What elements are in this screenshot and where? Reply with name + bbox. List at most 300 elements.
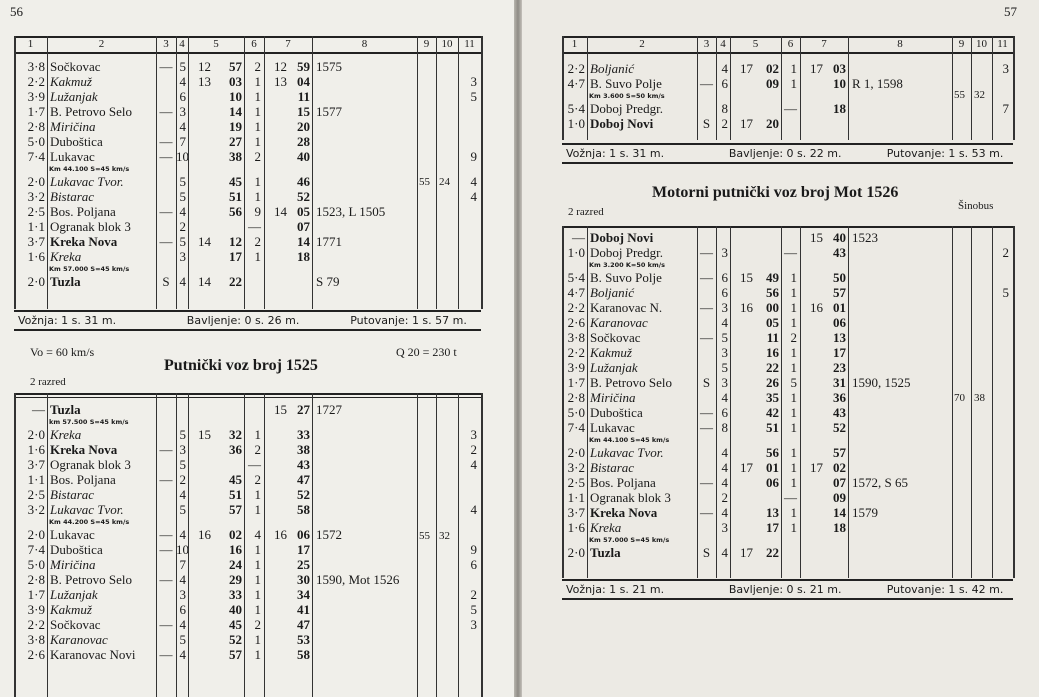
right-bottom-cell-km: 2·0: [567, 445, 585, 460]
left-bottom-cell-c7m: 27: [297, 402, 310, 417]
left-top-col-header-6: 6: [251, 38, 257, 50]
right-bottom-cell-km: 3·8: [567, 330, 585, 345]
left-bottom-cell-c4: 4: [179, 617, 186, 632]
left-top-cell-c7m: 18: [297, 249, 310, 264]
right-top-cell-c3: S: [702, 116, 711, 131]
right-top-col-rule: [730, 36, 731, 140]
left-bottom-cell-km: 1·7: [27, 587, 45, 602]
left-top-cell-c6: 2: [254, 59, 261, 74]
left-top-cell-station: Sočkovac: [50, 59, 101, 74]
right-bottom-cell-c6: 1: [790, 460, 797, 475]
left-bottom-cell-c3: —: [159, 572, 173, 587]
left-top-cell-c5m: 12: [229, 234, 242, 249]
left-bottom-cell-c5m: 16: [229, 542, 242, 557]
right-bottom-cell-c5m: 17: [766, 520, 779, 535]
left-top-cell-c3: —: [159, 149, 173, 164]
right-bottom-cell-station: Lužanjak: [590, 360, 638, 375]
right-bottom-cell-c6: 1: [790, 445, 797, 460]
right-bottom-cell-station: Lukavac Tvor.: [590, 445, 664, 460]
left-top-cell-c5h: 12: [198, 59, 211, 74]
left-top-col-rule: [244, 36, 245, 309]
right-bottom-cell-c8: 1523: [852, 230, 878, 245]
left-top-cell-c7m: 04: [297, 74, 310, 89]
left-top-cell-c11: 4: [470, 189, 477, 204]
left-bottom-cell-c6: 1: [254, 542, 261, 557]
right-bottom-cell-c7m: 43: [833, 405, 846, 420]
right-bottom-summary-bavljenje: Bavljenje: 0 s. 21 m.: [728, 583, 842, 596]
right-bottom-cell-station: Duboštica: [590, 405, 643, 420]
right-top-cell-c5h: 17: [740, 61, 753, 76]
left-top-cell-c6: 1: [254, 119, 261, 134]
left-top-cell-c4: 2: [179, 219, 186, 234]
left-bottom-cell-km: 7·4: [27, 542, 45, 557]
left-top-cell-c5m: 14: [229, 104, 242, 119]
left-bottom-cell-c7m: 17: [297, 542, 310, 557]
right-bottom-col-rule: [848, 226, 849, 578]
left-top-cell-station: Bistarac: [50, 189, 95, 204]
right-bottom-cell-c6: —: [784, 245, 797, 260]
left-bottom-cell-station: Sočkovac: [50, 617, 101, 632]
right-bottom-cell-c7m: 13: [833, 330, 846, 345]
left-bottom-cell-c4: 5: [179, 427, 186, 442]
left-bottom-cell-c7m: 58: [297, 502, 310, 517]
left-bottom-cell-km: 3·8: [27, 632, 45, 647]
right-top-cell-c4: 2: [721, 116, 728, 131]
left-top-cell-c8: 1577: [316, 104, 342, 119]
left-bottom-cell-c4: 5: [179, 632, 186, 647]
right-top-col-header-9: 9: [958, 38, 965, 50]
left-top-col-header-1: 1: [27, 38, 34, 50]
left-bottom-km-note: Km 44.200 S=45 km/s: [49, 518, 130, 526]
left-bottom-cell-c5h: 16: [198, 527, 211, 542]
right-top-cell-c6: 1: [790, 61, 797, 76]
right-bottom-summary-bottom-rule: [562, 598, 1013, 600]
right-bottom-cell-station: Bos. Poljana: [590, 475, 656, 490]
right-bottom-cell-c3: —: [700, 300, 713, 315]
left-bottom-q: Q 20 = 230 t: [396, 345, 457, 359]
right-bottom-razred: 2 razred: [568, 206, 604, 218]
left-bottom-col-rule: [176, 393, 177, 697]
left-bottom-cell-km: 2·6: [27, 647, 45, 662]
left-bottom-col-rule: [188, 393, 189, 697]
right-bottom-cell-c4: 3: [721, 375, 728, 390]
left-top-cell-c6: 1: [254, 104, 261, 119]
left-top-col-header-9: 9: [423, 38, 430, 50]
right-top-col-rule: [716, 36, 717, 140]
right-bottom-cell-c7h: 16: [810, 300, 823, 315]
right-bottom-cell-c7m: 01: [833, 300, 846, 315]
left-top-col-header-5: 5: [213, 38, 219, 50]
left-top-col10-value: 24: [439, 176, 450, 188]
left-bottom-cell-c5m: 36: [229, 442, 242, 457]
left-bottom-cell-c7h: 16: [274, 527, 287, 542]
right-bottom-cell-c7m: 43: [833, 245, 846, 260]
right-bottom-cell-c5m: 22: [766, 360, 779, 375]
left-top-cell-c4: 4: [179, 74, 186, 89]
left-top-cell-c7m: 14: [297, 234, 310, 249]
left-bottom-cell-km: 1·1: [27, 472, 45, 487]
right-top-cell-c5m: 09: [766, 76, 779, 91]
right-top-cell-c11: 3: [1002, 61, 1009, 76]
right-bottom-cell-c6: 5: [790, 375, 797, 390]
left-bottom-cell-km: 3·7: [27, 457, 45, 472]
right-bottom-cell-c3: —: [700, 505, 713, 520]
left-top-cell-c3: —: [159, 104, 173, 119]
left-bottom-col-rule: [458, 393, 459, 697]
right-bottom-cell-c7m: 31: [833, 375, 846, 390]
left-top-cell-c3: —: [159, 204, 173, 219]
left-bottom-cell-c7m: 25: [297, 557, 310, 572]
left-bottom-cell-c5m: 40: [229, 602, 242, 617]
left-top-cell-c4: 6: [179, 89, 186, 104]
left-top-cell-c6: 1: [254, 189, 261, 204]
right-top-col-rule: [971, 36, 972, 140]
left-top-cell-c11: 5: [470, 89, 477, 104]
right-top-cell-c7m: 03: [833, 61, 846, 76]
left-bottom-cell-c3: —: [159, 527, 173, 542]
left-bottom-cell-km: 2·5: [27, 487, 45, 502]
right-bottom-cell-c5m: 13: [766, 505, 779, 520]
left-top-cell-c5m: 57: [229, 59, 242, 74]
right-bottom-cell-km: 2·2: [567, 300, 585, 315]
left-top-cell-station: Bos. Poljana: [50, 204, 116, 219]
left-bottom-cell-c7m: 06: [297, 527, 310, 542]
right-bottom-cell-c3: —: [700, 330, 713, 345]
right-bottom-cell-c5h: 17: [740, 460, 753, 475]
left-top-cell-c8: 1771: [316, 234, 342, 249]
right-bottom-cell-c7m: 14: [833, 505, 846, 520]
right-bottom-cell-c6: 1: [790, 505, 797, 520]
left-top-cell-station: B. Petrovo Selo: [50, 104, 132, 119]
left-bottom-cell-c4: 3: [179, 587, 186, 602]
page-number-right: 57: [1004, 4, 1017, 19]
right-bottom-cell-c5h: 17: [740, 545, 753, 560]
right-bottom-cell-km: 5·4: [567, 270, 585, 285]
left-top-cell-c11: 3: [470, 74, 477, 89]
left-top-cell-km: 2·0: [27, 174, 45, 189]
right-bottom-cell-c4: 4: [721, 445, 728, 460]
left-top-cell-c5m: 17: [229, 249, 242, 264]
left-top-summary-top-rule: [14, 310, 481, 312]
right-bottom-col-rule: [697, 226, 698, 578]
left-top-cell-c3: —: [159, 59, 173, 74]
right-top-col-header-6: 6: [787, 38, 794, 50]
left-top-cell-km: 3·8: [27, 59, 45, 74]
left-bottom-cell-km: 3·2: [27, 502, 45, 517]
left-top-cell-c6: 1: [254, 89, 261, 104]
left-bottom-cell-station: Kakmuž: [50, 602, 92, 617]
left-top-cell-c6: 1: [254, 74, 261, 89]
right-bottom-cell-c4: 4: [721, 505, 728, 520]
left-top-cell-station: Tuzla: [50, 274, 81, 289]
left-bottom-cell-c4: 4: [179, 647, 186, 662]
left-bottom-cell-c3: —: [159, 647, 173, 662]
right-bottom-cell-c5m: 26: [766, 375, 779, 390]
right-bottom-cell-c6: 1: [790, 390, 797, 405]
right-bottom-cell-km: 2·6: [567, 315, 585, 330]
right-top-cell-km: 2·2: [567, 61, 585, 76]
left-bottom-col-rule: [481, 393, 483, 697]
right-bottom-cell-c4: 5: [721, 330, 728, 345]
left-top-col-rule: [188, 36, 189, 309]
right-bottom-cell-station: Doboj Novi: [590, 230, 654, 245]
right-top-cell-c4: 6: [721, 76, 728, 91]
left-bottom-cell-station: Tuzla: [50, 402, 81, 417]
right-bottom-cell-c4: 6: [721, 285, 728, 300]
left-top-cell-c6: 2: [254, 234, 261, 249]
right-bottom-cell-station: Sočkovac: [590, 330, 641, 345]
left-top-header-bottom-rule: [14, 52, 481, 54]
right-bottom-cell-station: Lukavac: [590, 420, 635, 435]
left-top-cell-c7h: 13: [274, 74, 287, 89]
left-bottom-cell-c3: —: [159, 617, 173, 632]
right-top-cell-c7h: 17: [810, 61, 823, 76]
right-bottom-cell-c5h: 16: [740, 300, 753, 315]
right-bottom-cell-km: 7·4: [567, 420, 585, 435]
right-bottom-cell-c4: 8: [721, 420, 728, 435]
left-bottom-cell-c11: 4: [470, 457, 477, 472]
right-bottom-cell-station: Kreka: [590, 520, 622, 535]
right-bottom-cell-c8: 1579: [852, 505, 878, 520]
left-bottom-cell-c5h: 15: [198, 427, 211, 442]
right-top-col-rule: [1013, 36, 1015, 140]
left-top-cell-c5m: 27: [229, 134, 242, 149]
left-top-cell-c5m: 38: [229, 149, 242, 164]
left-top-cell-c4: 3: [179, 104, 186, 119]
right-bottom-cell-km: 1·7: [567, 375, 585, 390]
right-top-summary-voznja: Vožnja: 1 s. 31 m.: [566, 147, 665, 160]
left-bottom-cell-c11: 9: [470, 542, 477, 557]
left-bottom-cell-station: B. Petrovo Selo: [50, 572, 132, 587]
left-bottom-cell-c11: 3: [470, 617, 477, 632]
left-top-cell-c6: 2: [254, 149, 261, 164]
left-top-col-header-11: 11: [464, 38, 475, 50]
right-bottom-cell-c7m: 40: [833, 230, 846, 245]
left-top-cell-c5m: 22: [229, 274, 242, 289]
right-bottom-cell-km: 2·0: [567, 545, 585, 560]
right-bottom-cell-c4: 3: [721, 345, 728, 360]
left-bottom-cell-km: 2·8: [27, 572, 45, 587]
left-top-col-rule: [156, 36, 157, 309]
right-bottom-title: Motorni putnički voz broj Mot 1526: [652, 184, 899, 201]
right-top-cell-station: Doboj Predgr.: [590, 101, 663, 116]
left-top-cell-c6: 1: [254, 134, 261, 149]
left-bottom-cell-station: Ogranak blok 3: [50, 457, 131, 472]
right-top-col-header-7: 7: [821, 38, 827, 50]
right-bottom-cell-c5m: 00: [766, 300, 779, 315]
left-top-cell-c6: —: [248, 219, 261, 234]
right-bottom-cell-c5m: 06: [766, 475, 779, 490]
right-top-km-note: Km 3.600 S=50 km/s: [589, 92, 665, 100]
left-bottom-cell-c7m: 47: [297, 617, 310, 632]
left-bottom-cell-c4: 4: [179, 527, 186, 542]
right-top-cell-c5m: 02: [766, 61, 779, 76]
left-top-cell-c4: 7: [179, 134, 186, 149]
left-top-summary-bottom-rule: [14, 329, 481, 331]
right-bottom-cell-c5m: 16: [766, 345, 779, 360]
left-bottom-cell-km: 2·0: [27, 527, 45, 542]
left-top-cell-c8: 1575: [316, 59, 342, 74]
right-bottom-cell-c7m: 07: [833, 475, 846, 490]
left-bottom-cell-c8: 1572: [316, 527, 342, 542]
right-bottom-cell-station: Karanovac N.: [590, 300, 663, 315]
left-bottom-cell-station: Miričina: [50, 557, 96, 572]
right-bottom-cell-c11: 2: [1002, 245, 1009, 260]
right-bottom-cell-km: 3·7: [567, 505, 585, 520]
right-top-cell-c6: 1: [790, 76, 797, 91]
right-top-cell-c8: R 1, 1598: [852, 76, 903, 91]
right-top-col-rule: [587, 36, 588, 140]
right-bottom-cell-station: Tuzla: [590, 545, 621, 560]
right-bottom-cell-km: 2·2: [567, 345, 585, 360]
left-top-km-note: Km 57.000 S=45 km/s: [49, 265, 130, 273]
page-number-left: 56: [10, 4, 23, 19]
left-top-cell-c4: 4: [179, 204, 186, 219]
left-top-cell-c7m: 28: [297, 134, 310, 149]
right-top-cell-station: Boljanić: [590, 61, 635, 76]
left-bottom-cell-c6: 4: [254, 527, 261, 542]
left-bottom-top-rule: [14, 393, 481, 395]
left-top-cell-c5m: 03: [229, 74, 242, 89]
left-top-cell-c5h: 14: [198, 234, 211, 249]
right-bottom-cell-c6: —: [784, 490, 797, 505]
right-top-col-header-5: 5: [752, 38, 759, 50]
left-bottom-cell-c5m: 45: [229, 617, 242, 632]
right-bottom-col-rule: [971, 226, 972, 578]
left-top-summary-voznja: Vožnja: 1 s. 31 m.: [18, 314, 117, 327]
right-top-cell-station: B. Suvo Polje: [590, 76, 662, 91]
left-top-cell-km: 2·8: [27, 119, 45, 134]
right-bottom-cell-c7m: 57: [833, 445, 846, 460]
left-top-cell-c4: 5: [179, 189, 186, 204]
right-bottom-cell-c4: 4: [721, 315, 728, 330]
right-bottom-cell-c5m: 01: [766, 460, 779, 475]
left-top-col-rule: [14, 36, 16, 309]
left-bottom-cell-c4: 2: [179, 472, 186, 487]
left-bottom-cell-c5m: 45: [229, 472, 242, 487]
left-top-cell-km: 2·0: [27, 274, 45, 289]
left-bottom-cell-c6: —: [248, 457, 261, 472]
right-bottom-cell-c7m: 18: [833, 520, 846, 535]
left-top-cell-station: Kreka Nova: [50, 234, 118, 249]
left-bottom-cell-c6: 1: [254, 602, 261, 617]
left-top-cell-c7m: 40: [297, 149, 310, 164]
right-top-col10-value: 32: [974, 89, 985, 101]
right-bottom-col-rule: [800, 226, 801, 578]
left-bottom-cell-c8: 1727: [316, 402, 342, 417]
left-bottom-col-rule: [436, 393, 437, 697]
right-bottom-cell-c6: 1: [790, 420, 797, 435]
right-top-col-header-4: 4: [720, 38, 726, 50]
left-top-cell-km: 1·7: [27, 104, 45, 119]
left-bottom-cell-c6: 1: [254, 502, 261, 517]
right-bottom-cell-c3: —: [700, 245, 713, 260]
right-top-cell-station: Doboj Novi: [590, 116, 654, 131]
right-bottom-cell-c3: —: [700, 270, 713, 285]
left-top-cell-station: Miričina: [50, 119, 96, 134]
left-top-cell-c11: 9: [470, 149, 477, 164]
right-bottom-cell-km: —: [572, 230, 585, 245]
left-top-cell-c7m: 11: [297, 89, 310, 104]
right-bottom-cell-km: 2·8: [567, 390, 585, 405]
left-bottom-cell-station: Karanovac: [50, 632, 108, 647]
right-top-col-rule: [848, 36, 849, 140]
left-top-col-header-8: 8: [361, 38, 368, 50]
left-top-cell-km: 3·7: [27, 234, 45, 249]
left-bottom-cell-station: Karanovac Novi: [50, 647, 136, 662]
right-bottom-cell-km: 1·1: [567, 490, 585, 505]
right-bottom-col-rule: [716, 226, 717, 578]
right-bottom-cell-c4: 2: [721, 490, 728, 505]
right-top-summary-bavljenje: Bavljenje: 0 s. 22 m.: [728, 147, 842, 160]
left-top-col-rule: [176, 36, 177, 309]
left-top-col-rule: [264, 36, 265, 309]
left-bottom-cell-station: Kreka Nova: [50, 442, 118, 457]
left-bottom-col-rule: [264, 393, 265, 697]
right-bottom-cell-c6: 1: [790, 285, 797, 300]
right-bottom-cell-c4: 4: [721, 545, 728, 560]
right-bottom-cell-station: B. Suvo Polje: [590, 270, 662, 285]
right-bottom-cell-c7m: 06: [833, 315, 846, 330]
right-bottom-cell-station: Kakmuž: [590, 345, 632, 360]
right-bottom-cell-km: 3·2: [567, 460, 585, 475]
left-bottom-col-rule: [244, 393, 245, 697]
left-top-col-header-3: 3: [163, 38, 169, 50]
left-top-cell-station: Kreka: [50, 249, 82, 264]
right-bottom-col-rule: [781, 226, 782, 578]
left-top-col-header-7: 7: [285, 38, 291, 50]
right-top-header-bottom-rule: [562, 52, 1013, 54]
left-top-cell-station: Duboštica: [50, 134, 103, 149]
left-top-cell-km: 5·0: [27, 134, 45, 149]
right-bottom-col-rule: [1013, 226, 1015, 578]
right-top-cell-c3: —: [700, 76, 713, 91]
left-bottom-col-rule: [156, 393, 157, 697]
left-top-cell-km: 3·9: [27, 89, 45, 104]
right-bottom-cell-c8: 1590, 1525: [852, 375, 911, 390]
left-bottom-cell-c5m: 02: [229, 527, 242, 542]
left-top-cell-c4: 3: [179, 249, 186, 264]
left-bottom-cell-c11: 4: [470, 502, 477, 517]
right-bottom-cell-c5m: 42: [766, 405, 779, 420]
left-top-cell-km: 1·1: [27, 219, 45, 234]
right-bottom-cell-c6: 1: [790, 345, 797, 360]
left-bottom-cell-c6: 1: [254, 647, 261, 662]
right-top-col-header-10: 10: [976, 38, 987, 50]
right-bottom-cell-km: 5·0: [567, 405, 585, 420]
left-top-cell-c5m: 51: [229, 189, 242, 204]
right-top-cell-c7m: 10: [833, 76, 846, 91]
left-bottom-cell-c7m: 34: [297, 587, 310, 602]
left-top-cell-c7m: 07: [297, 219, 310, 234]
left-top-cell-c8: 1523, L 1505: [316, 204, 386, 219]
left-bottom-cell-c5m: 29: [229, 572, 242, 587]
right-bottom-cell-c6: 1: [790, 520, 797, 535]
right-bottom-cell-c6: 1: [790, 475, 797, 490]
left-bottom-cell-station: Duboštica: [50, 542, 103, 557]
right-bottom-cell-c7h: 17: [810, 460, 823, 475]
right-bottom-col-rule: [992, 226, 993, 578]
left-bottom-cell-c5m: 24: [229, 557, 242, 572]
right-bottom-cell-c5m: 49: [766, 270, 779, 285]
right-top-col-rule: [562, 36, 564, 140]
left-bottom-cell-km: 3·9: [27, 602, 45, 617]
right-bottom-cell-c4: 3: [721, 245, 728, 260]
left-top-col-header-2: 2: [98, 38, 105, 50]
right-bottom-summary-top-rule: [562, 579, 1013, 581]
right-bottom-cell-c5h: 15: [740, 270, 753, 285]
left-top-cell-station: Lukavac Tvor.: [50, 174, 124, 189]
